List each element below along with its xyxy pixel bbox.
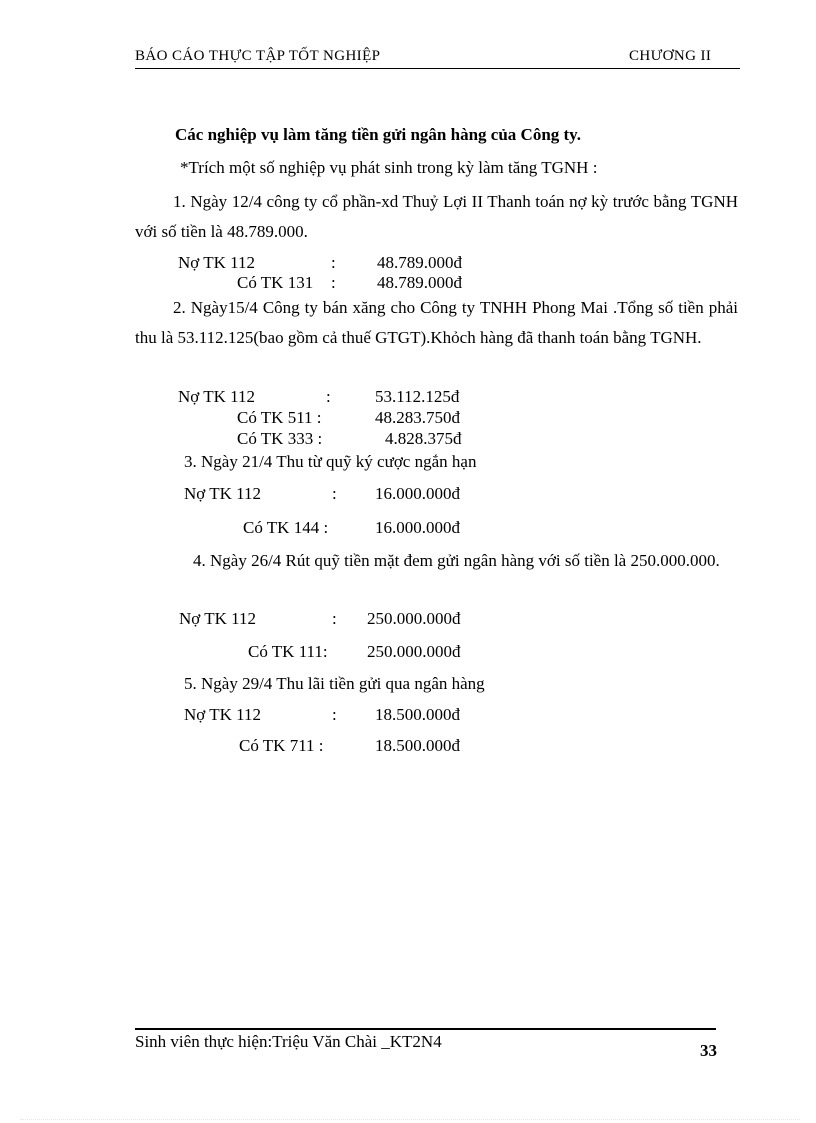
tx3-credit-amount: 16.000.000đ [375,518,460,537]
tx1-debit-amount: 48.789.000đ [377,253,462,272]
tx4-debit-colon: : [332,609,337,628]
transaction-3-text: 3. Ngày 21/4 Thu từ quỹ ký cược ngắn hạn [184,452,477,471]
footer-rule [135,1028,716,1030]
tx1-debit-label: Nợ TK 112 [178,253,255,272]
header-chapter: CHƯƠNG II [629,48,712,64]
tx2-debit-amount: 53.112.125đ [375,387,460,406]
tx5-credit-amount: 18.500.000đ [375,736,460,755]
tx5-credit-label: Có TK 711 : [239,736,324,755]
tx1-credit-label: Có TK 131 [237,273,314,292]
tx1-credit-amount: 48.789.000đ [377,273,462,292]
tx3-credit-label: Có TK 144 : [243,518,329,537]
transaction-5-text: 5. Ngày 29/4 Thu lãi tiền gửi qua ngân hàng [184,674,485,693]
tx2-debit-label: Nợ TK 112 [178,387,255,406]
tx2-credit2-amount: 4.828.375đ [385,429,462,448]
tx2-credit2-label: Có TK 333 : [237,429,323,448]
tx1-credit-colon: : [331,273,336,292]
intro-line: *Trích một số nghiệp vụ phát sinh trong kỳ làm tăng TGNH : [180,158,598,177]
tx4-debit-label: Nợ TK 112 [179,609,256,628]
tx2-credit1-label: Có TK 511 : [237,408,322,427]
tx3-debit-amount: 16.000.000đ [375,484,460,503]
tx5-debit-colon: : [332,705,337,724]
tx2-debit-colon: : [326,387,331,406]
tx5-debit-amount: 18.500.000đ [375,705,460,724]
section-title: Các nghiệp vụ làm tăng tiền gửi ngân hàng của Công ty. [175,125,581,144]
tx2-credit1-amount: 48.283.750đ [375,408,460,427]
transaction-1-text: 1. Ngày 12/4 công ty cổ phần-xd Thuỷ Lợi II Thanh toán nợ kỳ trước bằng TGNH với số tiền là 48.789.000. [135,192,738,241]
page-edge-divider [20,1119,800,1120]
tx3-debit-colon: : [332,484,337,503]
tx4-credit-amount: 250.000.000đ [367,642,461,661]
tx1-debit-colon: : [331,253,336,272]
tx5-debit-label: Nợ TK 112 [184,705,261,724]
transaction-2-text: 2. Ngày15/4 Công ty bán xăng cho Công ty TNHH Phong Mai .Tổng số tiền phải thu là 53.112.125(bao gồm cả thuế GTGT).Khỏch hàng đã thanh toán bằng TGNH. [135,298,738,347]
header-rule [135,68,740,69]
tx3-debit-label: Nợ TK 112 [184,484,261,503]
footer-author: Sinh viên thực hiện:Triệu Văn Chài _KT2N4 [135,1032,442,1051]
header-title: BÁO CÁO THỰC TẬP TỐT NGHIỆP [135,48,381,64]
tx4-debit-amount: 250.000.000đ [367,609,461,628]
tx4-credit-label: Có TK 111: [248,642,328,661]
page-number: 33 [700,1041,717,1060]
transaction-4-text: 4. Ngày 26/4 Rút quỹ tiền mặt đem gửi ngân hàng với số tiền là 250.000.000. [193,551,720,570]
